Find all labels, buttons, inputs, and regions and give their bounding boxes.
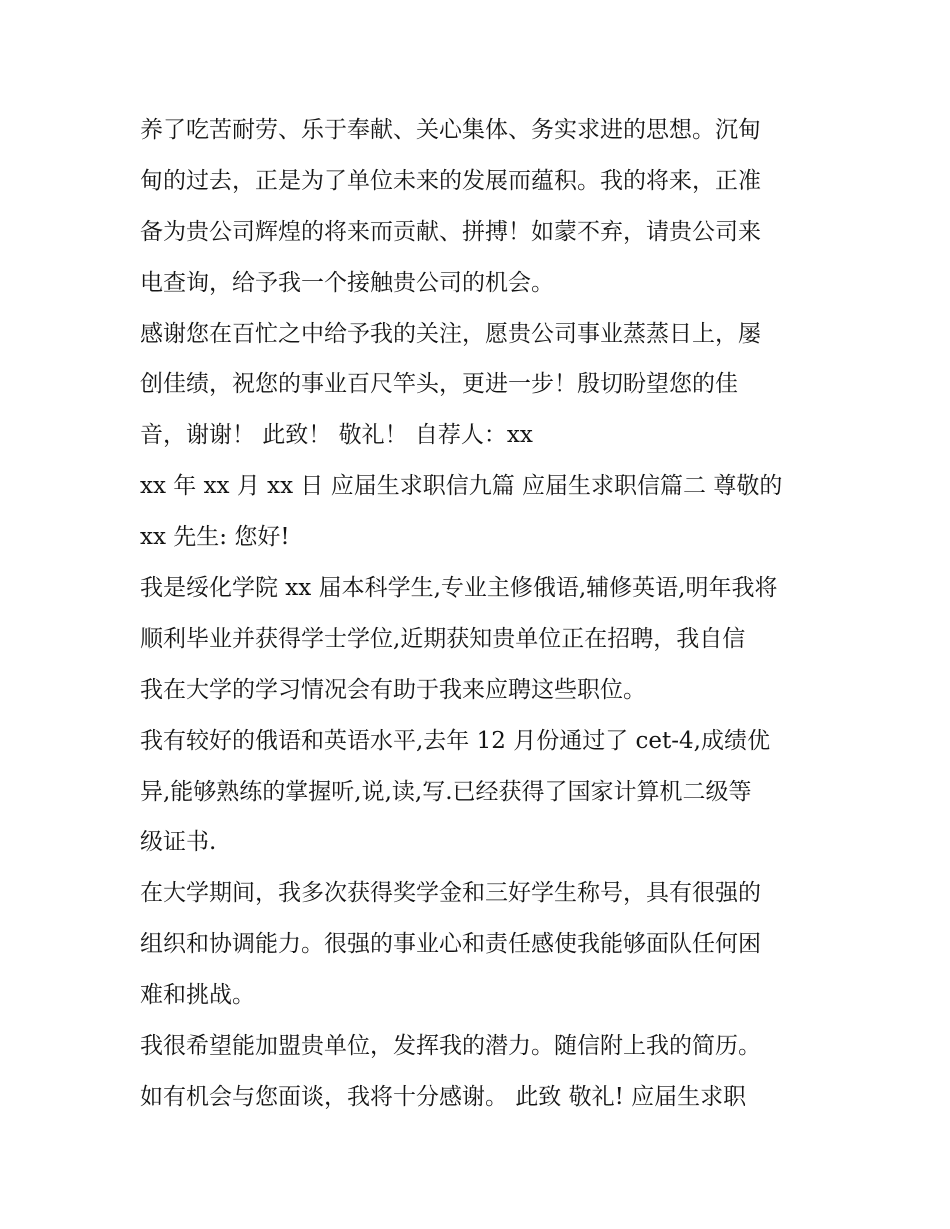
document-body (140, 105, 820, 1123)
text-line: 音，谢谢！ 此致！ 敬礼！ 自荐人：xx (140, 422, 533, 449)
text-line: 如有机会与您面谈，我将十分感谢。 此致 敬礼! 应届生求职 (140, 1083, 747, 1110)
text-line: xx 先生: 您好! (140, 524, 290, 551)
text-line: 电查询，给予我一个接触贵公司的机会。 (140, 269, 554, 296)
text-line: 组织和协调能力。很强的事业心和责任感使我能够面队任何困 (140, 931, 761, 958)
text-line: 甸的过去，正是为了单位未来的发展而蕴积。我的将来，正准 (140, 167, 761, 194)
text-line: 在大学期间，我多次获得奖学金和三好学生称号，具有很强的 (140, 880, 761, 907)
text-line: 感谢您在百忙之中给予我的关注，愿贵公司事业蒸蒸日上，屡 (140, 320, 761, 347)
text-line: 异,能够熟练的掌握听,说,读,写.已经获得了国家计算机二级等 (140, 778, 752, 805)
text-line: 级证书. (140, 829, 217, 856)
text-line: 顺利毕业并获得学士学位,近期获知贵单位正在招聘，我自信 (140, 625, 746, 652)
text-line: 我是绥化学院 xx 届本科学生,专业主修俄语,辅修英语,明年我将 (140, 575, 778, 602)
text-line: 养了吃苦耐劳、乐于奉献、关心集体、务实求进的思想。沉甸 (140, 117, 761, 143)
text-line: 备为贵公司辉煌的将来而贡献、拼搏！如蒙不弃，请贵公司来 (140, 218, 761, 245)
text-line: 我有较好的俄语和英语水平,去年 12 月份通过了 cet-4,成绩优 (140, 727, 770, 754)
text-line: 创佳绩，祝您的事业百尺竿头，更进一步！殷切盼望您的佳 (140, 371, 738, 398)
text-line: 我在大学的学习情况会有助于我来应聘这些职位。 (140, 676, 646, 703)
text-line: 难和挑战。 (140, 982, 255, 1009)
text-line: xx 年 xx 月 xx 日 应届生求职信九篇 应届生求职信篇二 尊敬的 (140, 473, 783, 500)
text-line: 我很希望能加盟贵单位，发挥我的潜力。随信附上我的简历。 (140, 1033, 761, 1060)
